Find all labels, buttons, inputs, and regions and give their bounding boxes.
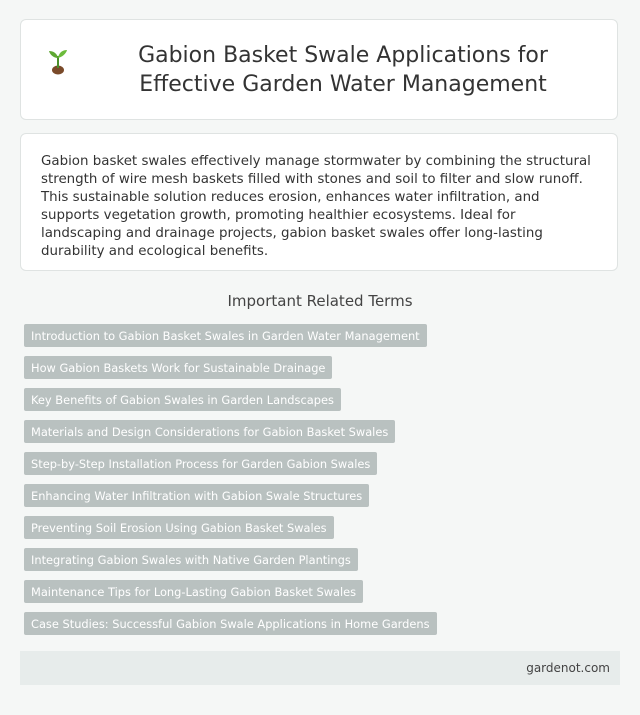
related-term-tag[interactable]: Enhancing Water Infiltration with Gabion Swale Structures: [24, 484, 369, 507]
title-card: [20, 19, 618, 120]
related-term-tag[interactable]: Integrating Gabion Swales with Native Garden Plantings: [24, 548, 358, 571]
page-title: Gabion Basket Swale Applications for Effective Garden Water Management: [138, 42, 548, 97]
footer-site-link[interactable]: gardenot.com: [526, 661, 610, 675]
related-term-tag[interactable]: Introduction to Gabion Basket Swales in Garden Water Management: [24, 324, 427, 347]
related-term-tag[interactable]: Key Benefits of Gabion Swales in Garden Landscapes: [24, 388, 341, 411]
summary-text: Gabion basket swales effectively manage stormwater by combining the structural strength of wire mesh baskets filled with stones and soil to filter and slow runoff. This sustainable solution reduces erosion, enhances water infiltration, and supports vegetation growth, promoting healthier ecosystems. Ideal for landscaping and drainage projects, gabion basket swales offer long-lasting durability and ecological benefits.: [41, 154, 591, 259]
related-term-tag[interactable]: Maintenance Tips for Long-Lasting Gabion Basket Swales: [24, 580, 363, 603]
related-term-tag[interactable]: Materials and Design Considerations for Gabion Basket Swales: [24, 420, 395, 443]
title-row: [45, 41, 593, 99]
related-term-tag[interactable]: Step-by-Step Installation Process for Garden Gabion Swales: [24, 452, 377, 475]
sprout-icon: [45, 45, 71, 75]
related-term-tag[interactable]: Case Studies: Successful Gabion Swale Applications in Home Gardens: [24, 612, 437, 635]
footer: [20, 651, 620, 685]
summary-card: [20, 133, 618, 271]
related-term-tag[interactable]: How Gabion Baskets Work for Sustainable Drainage: [24, 356, 332, 379]
related-terms-list: [24, 324, 437, 644]
related-terms-heading: Important Related Terms: [227, 292, 413, 310]
related-term-tag[interactable]: Preventing Soil Erosion Using Gabion Basket Swales: [24, 516, 334, 539]
